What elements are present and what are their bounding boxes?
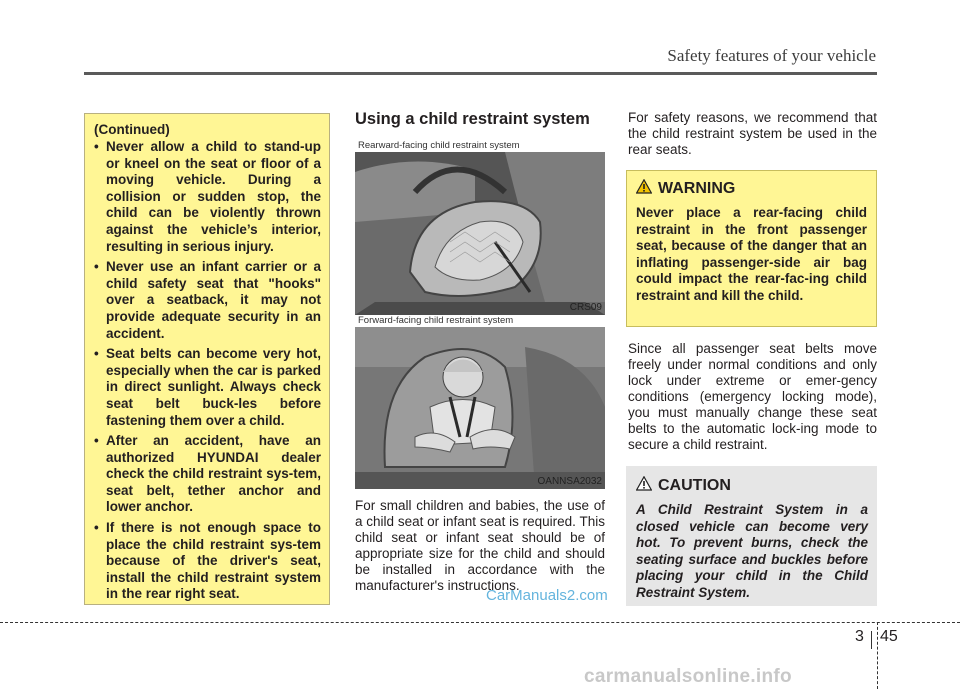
continued-label: (Continued) [94, 122, 170, 137]
footer-rule [0, 622, 960, 623]
photo-caption-rearward: Rearward-facing child restraint system [358, 140, 520, 151]
intro-paragraph: For safety reasons, we recommend that the child restraint system be used in the rear seats. [628, 110, 877, 157]
list-item: • Never use an infant carrier or a child safety seat that "hooks" over a seatback, it may not provide adequate security in an accident. [94, 259, 321, 341]
list-item: • After an accident, have an authorized HYUNDAI dealer check the child restraint sys-tem, seat belt, tether anchor and lower anchor. [94, 433, 321, 515]
warning-header [636, 179, 867, 199]
rearward-seat-illustration [355, 152, 605, 315]
page-number: 45 [880, 628, 898, 645]
caution-text: A Child Restraint System in a closed vehicle can become very hot. To prevent burns, check the seating surface and buckles before placing your child in the Child Restraint System. [636, 502, 868, 600]
list-item: • Never allow a child to stand-up or kneel on the seat or floor of a moving vehicle. During a collision or sudden stop, the child can be violently thrown against the vehicle’s interior, resulting in serious injury. [94, 139, 321, 254]
watermark-link[interactable]: CarManuals2.com [486, 587, 608, 604]
caution-triangle-icon [636, 476, 652, 496]
header-rule [84, 72, 877, 75]
warning-box [626, 170, 877, 327]
bullet-icon: • [94, 520, 99, 536]
body-paragraph: For small children and babies, the use of a child seat or infant seat is required. This child seat or infant seat should be of appropriate size for the child and should be installed in accordance with the manufacturer's instructions. [355, 498, 605, 593]
continued-notes-box [84, 113, 330, 605]
rearward-seat-photo [355, 152, 605, 315]
bullet-list [94, 139, 321, 603]
page-number-divider [871, 631, 872, 649]
section-title: Safety features of your vehicle [667, 46, 876, 65]
chapter-number: 3 [855, 628, 864, 645]
forward-seat-illustration [355, 327, 605, 489]
bullet-icon: • [94, 346, 99, 362]
figure-code: OANNSA2032 [537, 476, 602, 487]
warning-title: WARNING [658, 180, 736, 197]
footer-separator [877, 622, 879, 689]
caution-header [636, 476, 868, 496]
body-paragraph: Since all passenger seat belts move freely under normal conditions and only lock under extreme or emer-gency conditions (emergency locking mode), you must manually change these seat belts to the automatic lock-ing mode to secure a child restraint. [628, 341, 877, 452]
photo-caption-forward: Forward-facing child restraint system [358, 315, 514, 326]
bullet-icon: • [94, 433, 99, 449]
forward-seat-photo [355, 327, 605, 489]
section-heading: Using a child restraint system [355, 110, 590, 128]
list-item: • Seat belts can become very hot, especially when the car is parked in direct sunlight. Always check seat belt buck-les before fastening them over a child. [94, 346, 321, 428]
caution-title: CAUTION [658, 477, 731, 494]
figure-code: CRS09 [569, 302, 602, 313]
caution-box [626, 466, 877, 606]
warning-text: Never place a rear-facing child restraint in the front passenger seat, because of the danger that an inflating passenger-side air bag could impact the rear-fac-ing child restraint and kill the child. [636, 205, 867, 303]
bullet-icon: • [94, 259, 99, 275]
watermark-text: carmanualsonline.info [584, 666, 792, 687]
list-item: • If there is not enough space to place the child restraint sys-tem because of the driver's seat, install the child restraint system in the rear right seat. [94, 520, 321, 602]
warning-triangle-icon [636, 179, 652, 199]
bullet-icon: • [94, 139, 99, 154]
